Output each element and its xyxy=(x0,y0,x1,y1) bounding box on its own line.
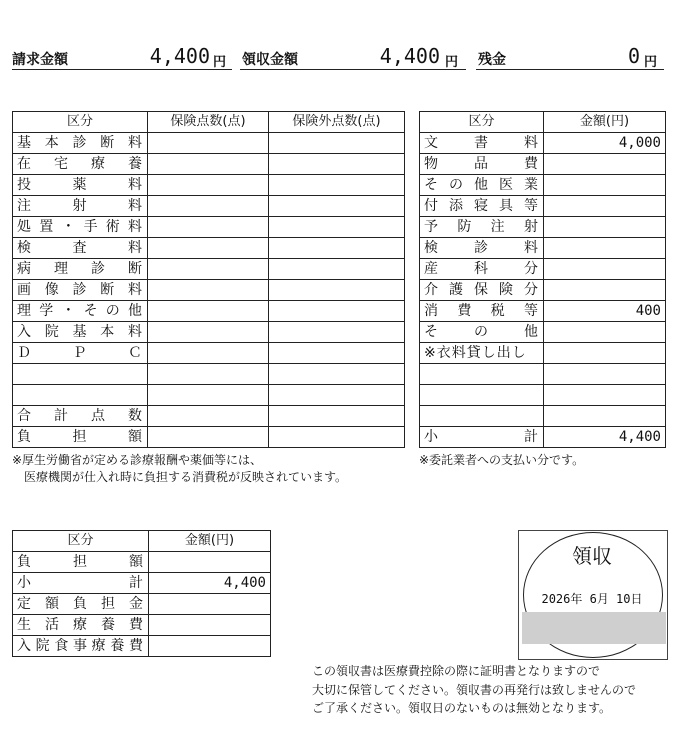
table-row xyxy=(420,154,666,175)
column-header-category: 区分 xyxy=(420,112,544,133)
table-row xyxy=(420,406,666,427)
row-label: 定額負担金 xyxy=(13,594,149,615)
table-row xyxy=(420,238,666,259)
table-row xyxy=(13,217,405,238)
table-row xyxy=(420,175,666,196)
column-header-uninsured-points: 保険外点数(点) xyxy=(269,112,405,133)
table-header-row xyxy=(13,531,271,552)
bottom-amount-table xyxy=(12,530,271,657)
column-header-category: 区分 xyxy=(13,531,149,552)
row-label: 付添寝具等 xyxy=(420,196,544,217)
table-row xyxy=(420,217,666,238)
received-amount-label: 領収金額 xyxy=(242,52,298,68)
footer-line3: ご了承ください。領収日のないものは無効となります。 xyxy=(312,701,612,715)
row-amount: 400 xyxy=(544,301,666,322)
row-amount xyxy=(149,615,271,636)
table-row xyxy=(13,427,405,448)
table-row xyxy=(420,133,666,154)
row-label: 在宅療養 xyxy=(13,154,148,175)
row-amount xyxy=(149,636,271,657)
row-amount xyxy=(544,385,666,406)
row-label: 病理診断 xyxy=(13,259,148,280)
row-amount xyxy=(149,552,271,573)
billed-amount-unit: 円 xyxy=(213,55,227,70)
footer-line1: この領収書は医療費控除の際に証明書となりますので xyxy=(312,664,601,678)
table-row xyxy=(13,154,405,175)
row-amount xyxy=(544,364,666,385)
column-header-amount: 金額(円) xyxy=(544,112,666,133)
table-row xyxy=(420,343,666,364)
row-label: 物品費 xyxy=(420,154,544,175)
table-header-row xyxy=(13,112,405,133)
row-label: 注射料 xyxy=(13,196,148,217)
tax-note-line2: 医療機関が仕入れ時に負担する消費税が反映されています。 xyxy=(24,470,348,484)
billed-amount-label: 請求金額 xyxy=(12,52,68,68)
table-row xyxy=(13,364,405,385)
table-row xyxy=(13,594,271,615)
row-label xyxy=(420,385,544,406)
row-label xyxy=(13,364,148,385)
table-row xyxy=(13,259,405,280)
table-row xyxy=(13,238,405,259)
row-label: 予防注射 xyxy=(420,217,544,238)
table-row xyxy=(420,364,666,385)
received-amount-underline xyxy=(240,69,466,70)
row-label: 画像診断料 xyxy=(13,280,148,301)
row-label: 負担額 xyxy=(13,552,149,573)
row-label: 理学・その他 xyxy=(13,301,148,322)
row-label: 生活療養費 xyxy=(13,615,149,636)
table-row xyxy=(420,196,666,217)
row-label: その他 xyxy=(420,322,544,343)
table-row xyxy=(420,385,666,406)
row-amount xyxy=(544,175,666,196)
receipt-stamp-date: 2026年 6月 10日 xyxy=(541,592,643,606)
balance-unit: 円 xyxy=(644,55,658,70)
row-amount: 4,400 xyxy=(149,573,271,594)
row-label: 処置・手術料 xyxy=(13,217,148,238)
row-label: 産科分 xyxy=(420,259,544,280)
row-label: ＤＰＣ xyxy=(13,343,148,364)
row-amount xyxy=(544,343,666,364)
row-label: その他医業 xyxy=(420,175,544,196)
contractor-note: ※委託業者への支払い分です。 xyxy=(419,453,585,467)
row-amount xyxy=(544,259,666,280)
tax-note-line1: ※厚生労働省が定める診療報酬や薬価等には、 xyxy=(12,453,263,467)
footer-line2: 大切に保管してください。領収書の再発行は致しませんので xyxy=(312,683,637,697)
balance-underline xyxy=(476,69,664,70)
copay-label: 負担額 xyxy=(13,427,148,448)
row-label: 消費税等 xyxy=(420,301,544,322)
row-amount xyxy=(544,406,666,427)
table-row xyxy=(13,322,405,343)
balance-label: 残金 xyxy=(478,52,506,68)
billed-amount-underline xyxy=(12,69,232,70)
table-row xyxy=(420,322,666,343)
row-label: ※衣料貸し出し xyxy=(420,343,544,364)
table-row xyxy=(13,175,405,196)
row-amount: 4,000 xyxy=(544,133,666,154)
row-label: 検診料 xyxy=(420,238,544,259)
row-amount xyxy=(544,217,666,238)
column-header-insured-points: 保険点数(点) xyxy=(148,112,269,133)
row-label: 投薬料 xyxy=(13,175,148,196)
table-row xyxy=(13,196,405,217)
balance-value: 0 xyxy=(627,44,640,68)
table-row xyxy=(13,301,405,322)
insurance-points-table xyxy=(12,111,405,448)
table-row xyxy=(13,343,405,364)
table-row xyxy=(420,427,666,448)
table-row xyxy=(13,615,271,636)
subtotal-amount: 4,400 xyxy=(544,427,666,448)
row-label: 入院基本料 xyxy=(13,322,148,343)
table-row xyxy=(13,552,271,573)
table-row xyxy=(13,573,271,594)
row-label: 入院食事療養費 xyxy=(13,636,149,657)
row-label xyxy=(420,364,544,385)
table-row xyxy=(420,280,666,301)
row-amount xyxy=(544,238,666,259)
row-amount xyxy=(544,280,666,301)
row-label xyxy=(13,385,148,406)
row-label: 介護保険分 xyxy=(420,280,544,301)
billed-amount-value: 4,400 xyxy=(149,44,210,68)
column-header-category: 区分 xyxy=(13,112,148,133)
received-amount-value: 4,400 xyxy=(379,44,440,68)
table-row xyxy=(420,301,666,322)
column-header-amount: 金額(円) xyxy=(149,531,271,552)
row-label xyxy=(420,406,544,427)
subtotal-label: 小計 xyxy=(420,427,544,448)
row-label: 小計 xyxy=(13,573,149,594)
row-amount xyxy=(149,594,271,615)
row-amount xyxy=(544,154,666,175)
table-row xyxy=(13,406,405,427)
row-amount xyxy=(544,322,666,343)
table-row xyxy=(13,133,405,154)
row-label: 検査料 xyxy=(13,238,148,259)
row-label: 基本診断料 xyxy=(13,133,148,154)
row-label: 文書料 xyxy=(420,133,544,154)
total-points-label: 合計点数 xyxy=(13,406,148,427)
redacted-signature-block xyxy=(522,612,666,644)
table-row xyxy=(13,385,405,406)
table-header-row xyxy=(420,112,666,133)
table-row xyxy=(420,259,666,280)
received-amount-unit: 円 xyxy=(445,55,459,70)
row-amount xyxy=(544,196,666,217)
receipt-stamp-title: 領収 xyxy=(572,544,612,568)
table-row xyxy=(13,280,405,301)
other-charges-table xyxy=(419,111,666,448)
table-row xyxy=(13,636,271,657)
